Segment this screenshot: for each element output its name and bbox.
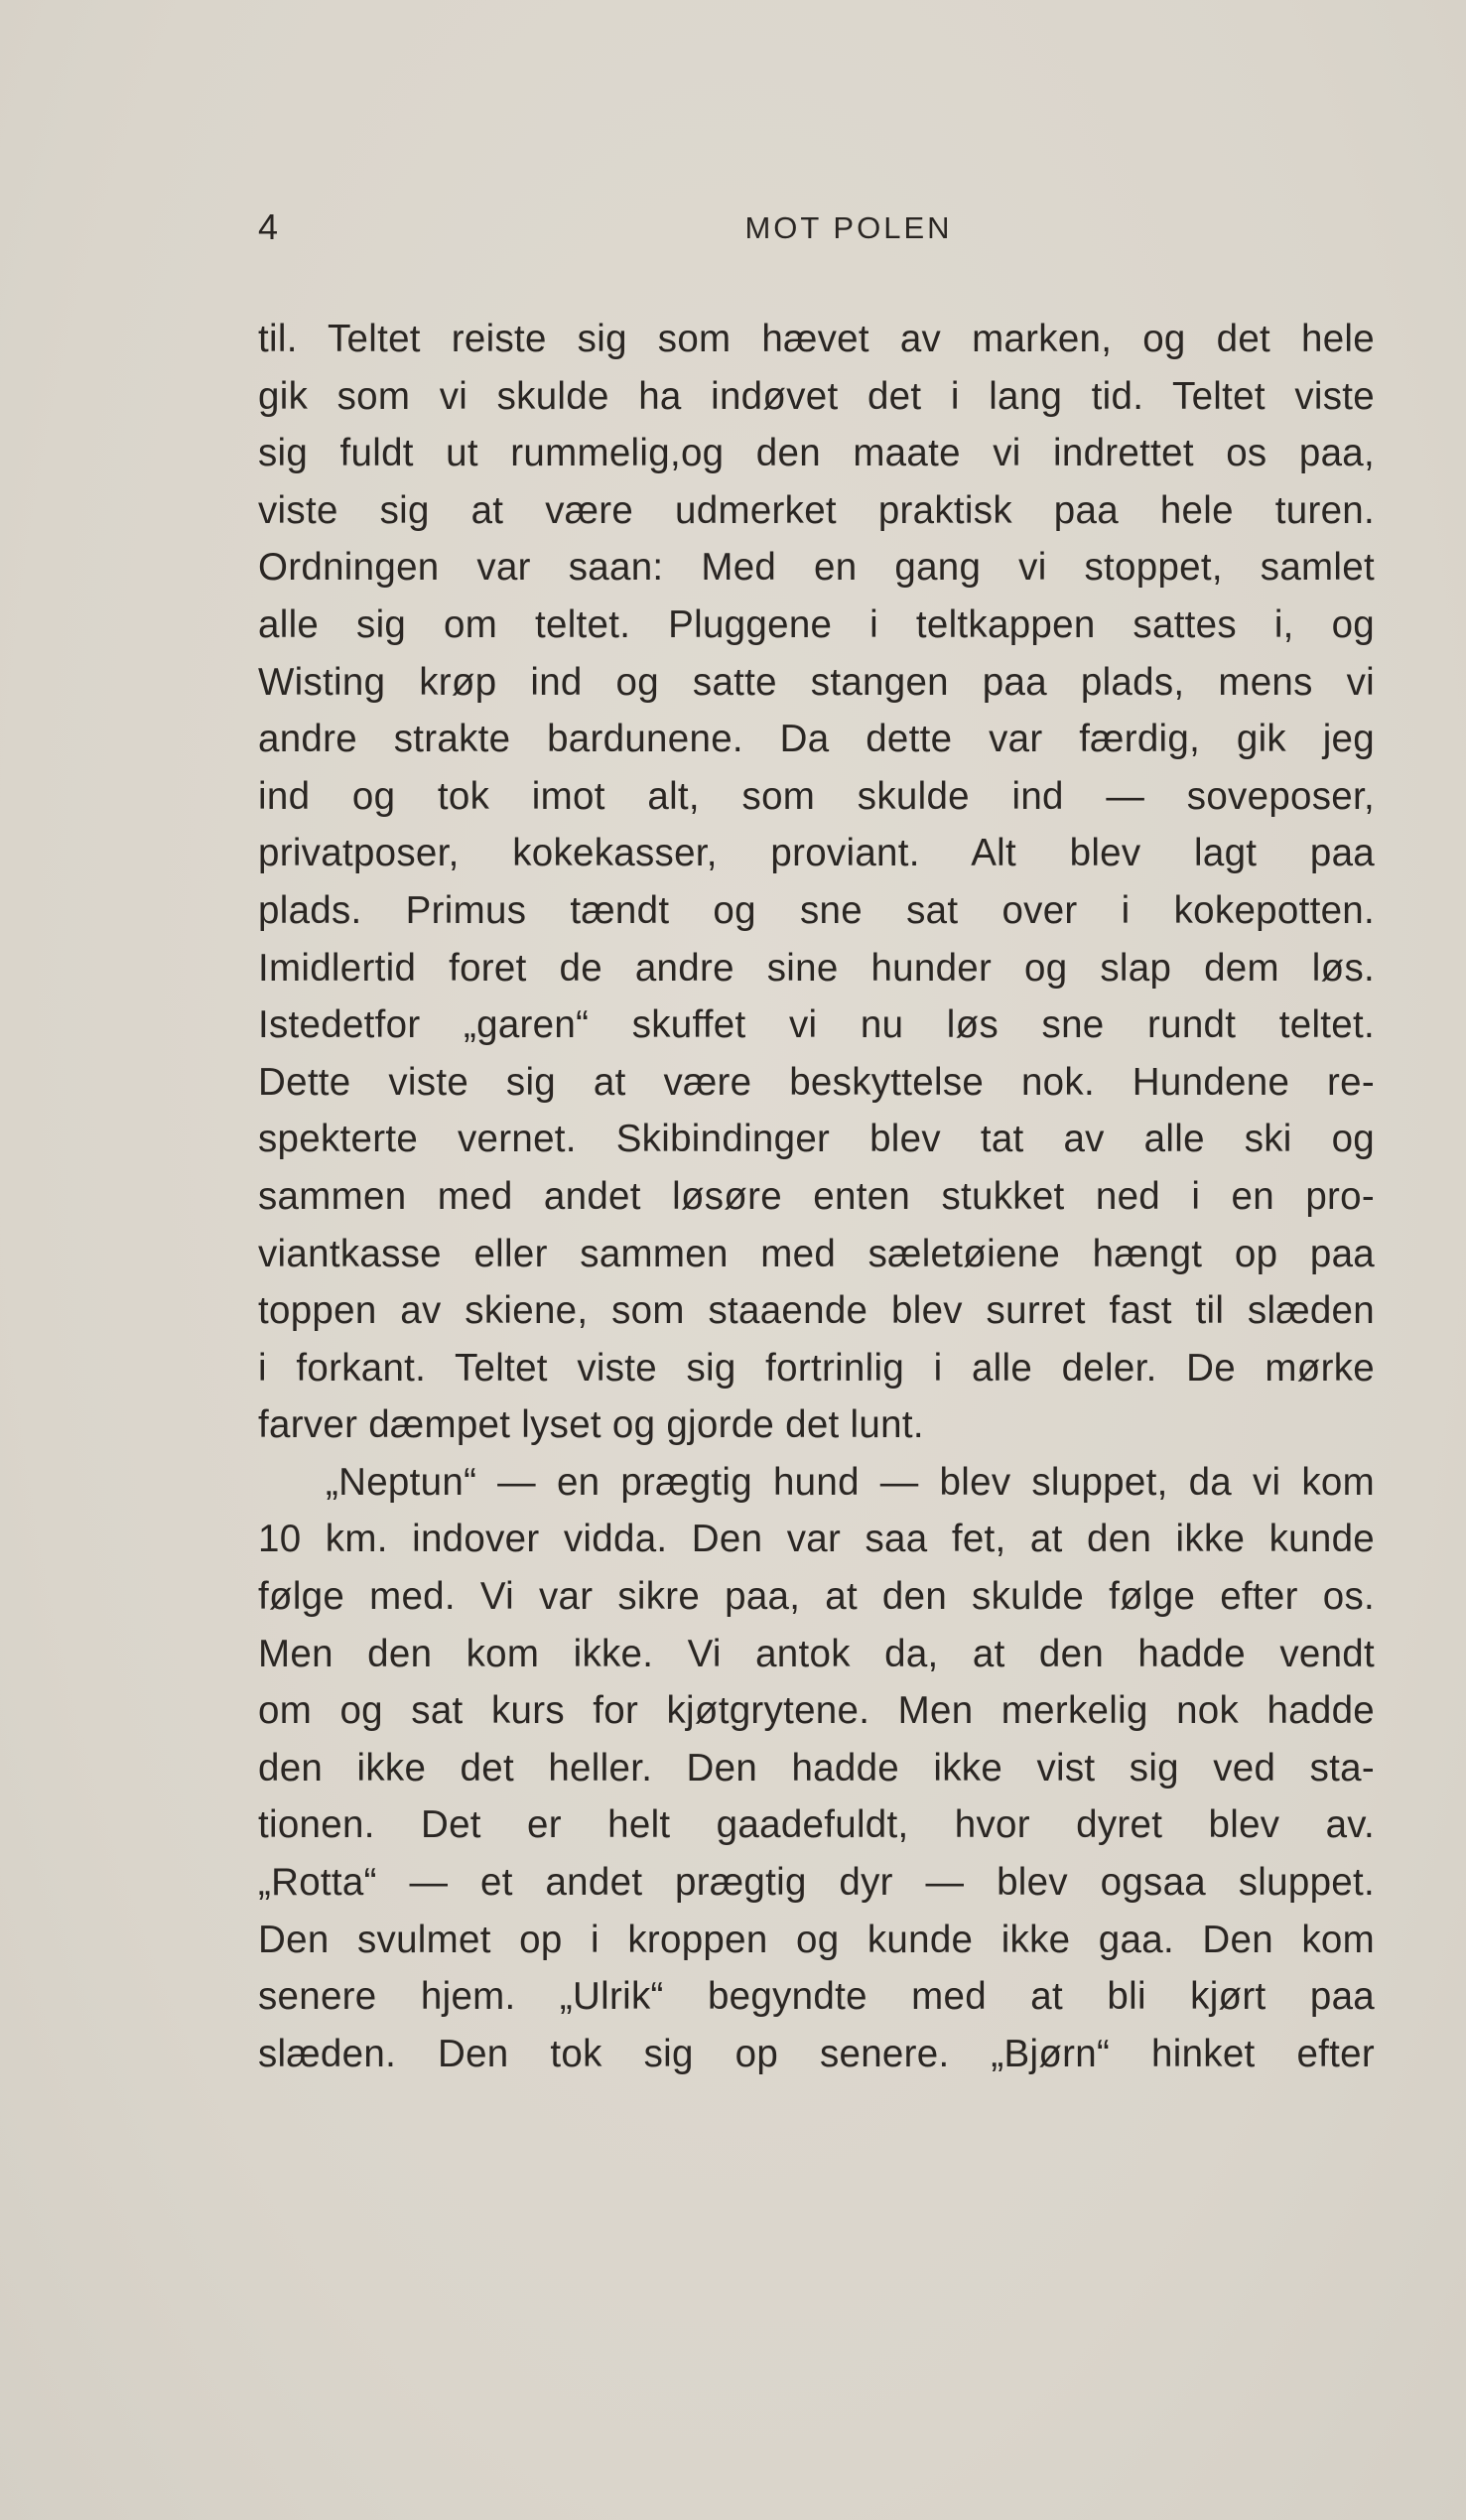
text-line: „Rotta“ — et andet prægtig dyr — blev ogsaa sluppet.	[258, 1861, 1375, 1905]
text-line: den ikke det heller. Den hadde ikke vist sig ved sta-	[258, 1746, 1375, 1790]
text-line: til. Teltet reiste sig som hævet av marken, og det hele	[258, 318, 1375, 360]
text-line: slæden. Den tok sig op senere. „Bjørn“ hinket efter	[258, 2032, 1375, 2075]
text-line: toppen av skiene, som staaende blev surret fast til slæden	[258, 1289, 1375, 1333]
text-line: 10 km. indover vidda. Den var saa fet, at den ikke kunde	[258, 1518, 1375, 1561]
text-line: Imidlertid foret de andre sine hunder og slap dem løs.	[258, 946, 1375, 990]
text-line: viantkasse eller sammen med sæletøiene hængt op paa	[258, 1232, 1375, 1275]
text-line: Den svulmet op i kroppen og kunde ikke gaa. Den kom	[258, 1918, 1375, 1961]
text-line: gik som vi skulde ha indøvet det i lang tid. Teltet viste	[258, 374, 1375, 418]
text-line: i forkant. Teltet viste sig fortrinlig i alle deler. De mørke	[258, 1346, 1375, 1390]
text-line: sig fuldt ut rummelig,og den maate vi indrettet os paa,	[258, 432, 1375, 475]
text-line: Men den kom ikke. Vi antok da, at den hadde vendt	[258, 1632, 1375, 1675]
text-line: alle sig om teltet. Pluggene i teltkappen sattes i, og	[258, 602, 1375, 646]
text-line: sammen med andet løsøre enten stukket ned i en pro-	[258, 1174, 1375, 1218]
text-line: tionen. Det er helt gaadefuldt, hvor dyret blev av.	[258, 1803, 1375, 1847]
text-line: senere hjem. „Ulrik“ begyndte med at bli kjørt paa	[258, 1975, 1375, 2019]
running-title: MOT POLEN	[744, 210, 953, 245]
text-line: andre strakte bardunene. Da dette var færdig, gik jeg	[258, 718, 1375, 761]
text-line: Ordningen var saan: Med en gang vi stoppet, samlet	[258, 546, 1375, 590]
text-line: følge med. Vi var sikre paa, at den skulde følge efter os.	[258, 1575, 1375, 1619]
text-line: „Neptun“ — en prægtig hund — blev sluppet, da vi kom	[326, 1460, 1375, 1504]
text-line: Dette viste sig at være beskyttelse nok. Hundene re-	[258, 1060, 1375, 1104]
page-number: 4	[258, 206, 280, 247]
text-line: Istedetfor „garen“ skuffet vi nu løs sne rundt teltet.	[258, 1003, 1375, 1047]
text-line: farver dæmpet lyset og gjorde det lunt.	[258, 1403, 924, 1447]
text-line: ind og tok imot alt, som skulde ind — soveposer,	[258, 774, 1375, 818]
text-line: privatposer, kokekasser, proviant. Alt blev lagt paa	[258, 832, 1375, 875]
text-line: Wisting krøp ind og satte stangen paa plads, mens vi	[258, 660, 1375, 704]
running-head	[258, 206, 1380, 256]
text-line: viste sig at være udmerket praktisk paa hele turen.	[258, 488, 1375, 532]
text-line: om og sat kurs for kjøtgrytene. Men merkelig nok hadde	[258, 1689, 1375, 1733]
body-text	[258, 311, 1375, 2082]
text-line: spekterte vernet. Skibindinger blev tat av alle ski og	[258, 1118, 1375, 1161]
text-line: plads. Primus tændt og sne sat over i kokepotten.	[258, 888, 1375, 932]
